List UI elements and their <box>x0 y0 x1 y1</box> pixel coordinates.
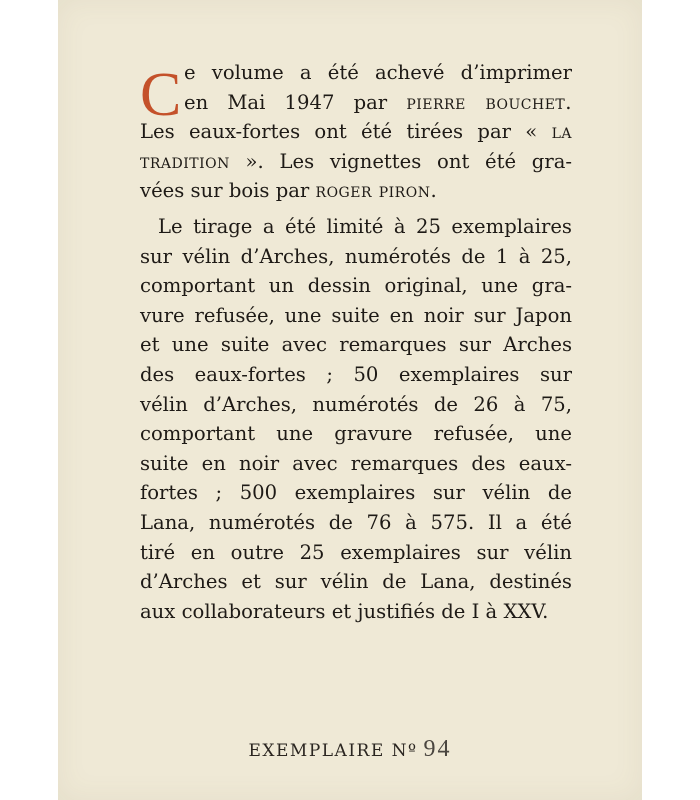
printer-name: pierre bouchet. <box>406 90 572 114</box>
colophon-line: Le tirage a été limité à 25 exemplaires <box>158 214 572 238</box>
engraver-name: roger piron. <box>315 179 438 203</box>
copy-number-value: 94 <box>423 736 452 762</box>
colophon-line: tradition ». Les vignettes ont été gra- <box>140 149 572 173</box>
drop-cap: C <box>140 61 182 129</box>
copy-number <box>0 736 700 763</box>
colophon-line: suite en noir avec remarques des eaux- <box>140 451 572 475</box>
copy-number-label: EXEMPLAIRE Nº <box>248 741 418 761</box>
colophon-line: et une suite avec remarques sur Arches <box>140 333 572 357</box>
colophon-line: des eaux-fortes ; 50 exemplaires sur <box>140 362 572 386</box>
colophon-line: tiré en outre 25 exemplaires sur vélin <box>140 540 572 564</box>
colophon-line: comportant un dessin original, une gra- <box>140 274 572 298</box>
colophon-line: sur vélin d’Arches, numérotés de 1 à 25, <box>140 244 572 268</box>
colophon-line: Les eaux-fortes ont été tirées par « la <box>140 120 572 144</box>
colophon-line: e volume a été achevé d’imprimer <box>184 61 572 84</box>
colophon-text <box>140 58 572 626</box>
etching-printer-name: tradition <box>140 149 230 173</box>
colophon-line: Lana, numérotés de 76 à 575. Il a été <box>140 510 572 534</box>
colophon-line: d’Arches et sur vélin de Lana, destinés <box>140 570 572 594</box>
colophon-line: vées sur bois par roger piron. <box>140 179 438 203</box>
colophon-line: en Mai 1947 par pierre bouchet. <box>184 90 572 114</box>
colophon-line: comportant une gravure refusée, une <box>140 422 572 446</box>
colophon-line: fortes ; 500 exemplaires sur vélin de <box>140 481 572 505</box>
colophon-line: vélin d’Arches, numérotés de 26 à 75, <box>140 392 572 416</box>
colophon-line: vure refusée, une suite en noir sur Japon <box>140 303 572 327</box>
colophon-line: aux collaborateurs et justifiés de I à XXV. <box>140 599 549 623</box>
